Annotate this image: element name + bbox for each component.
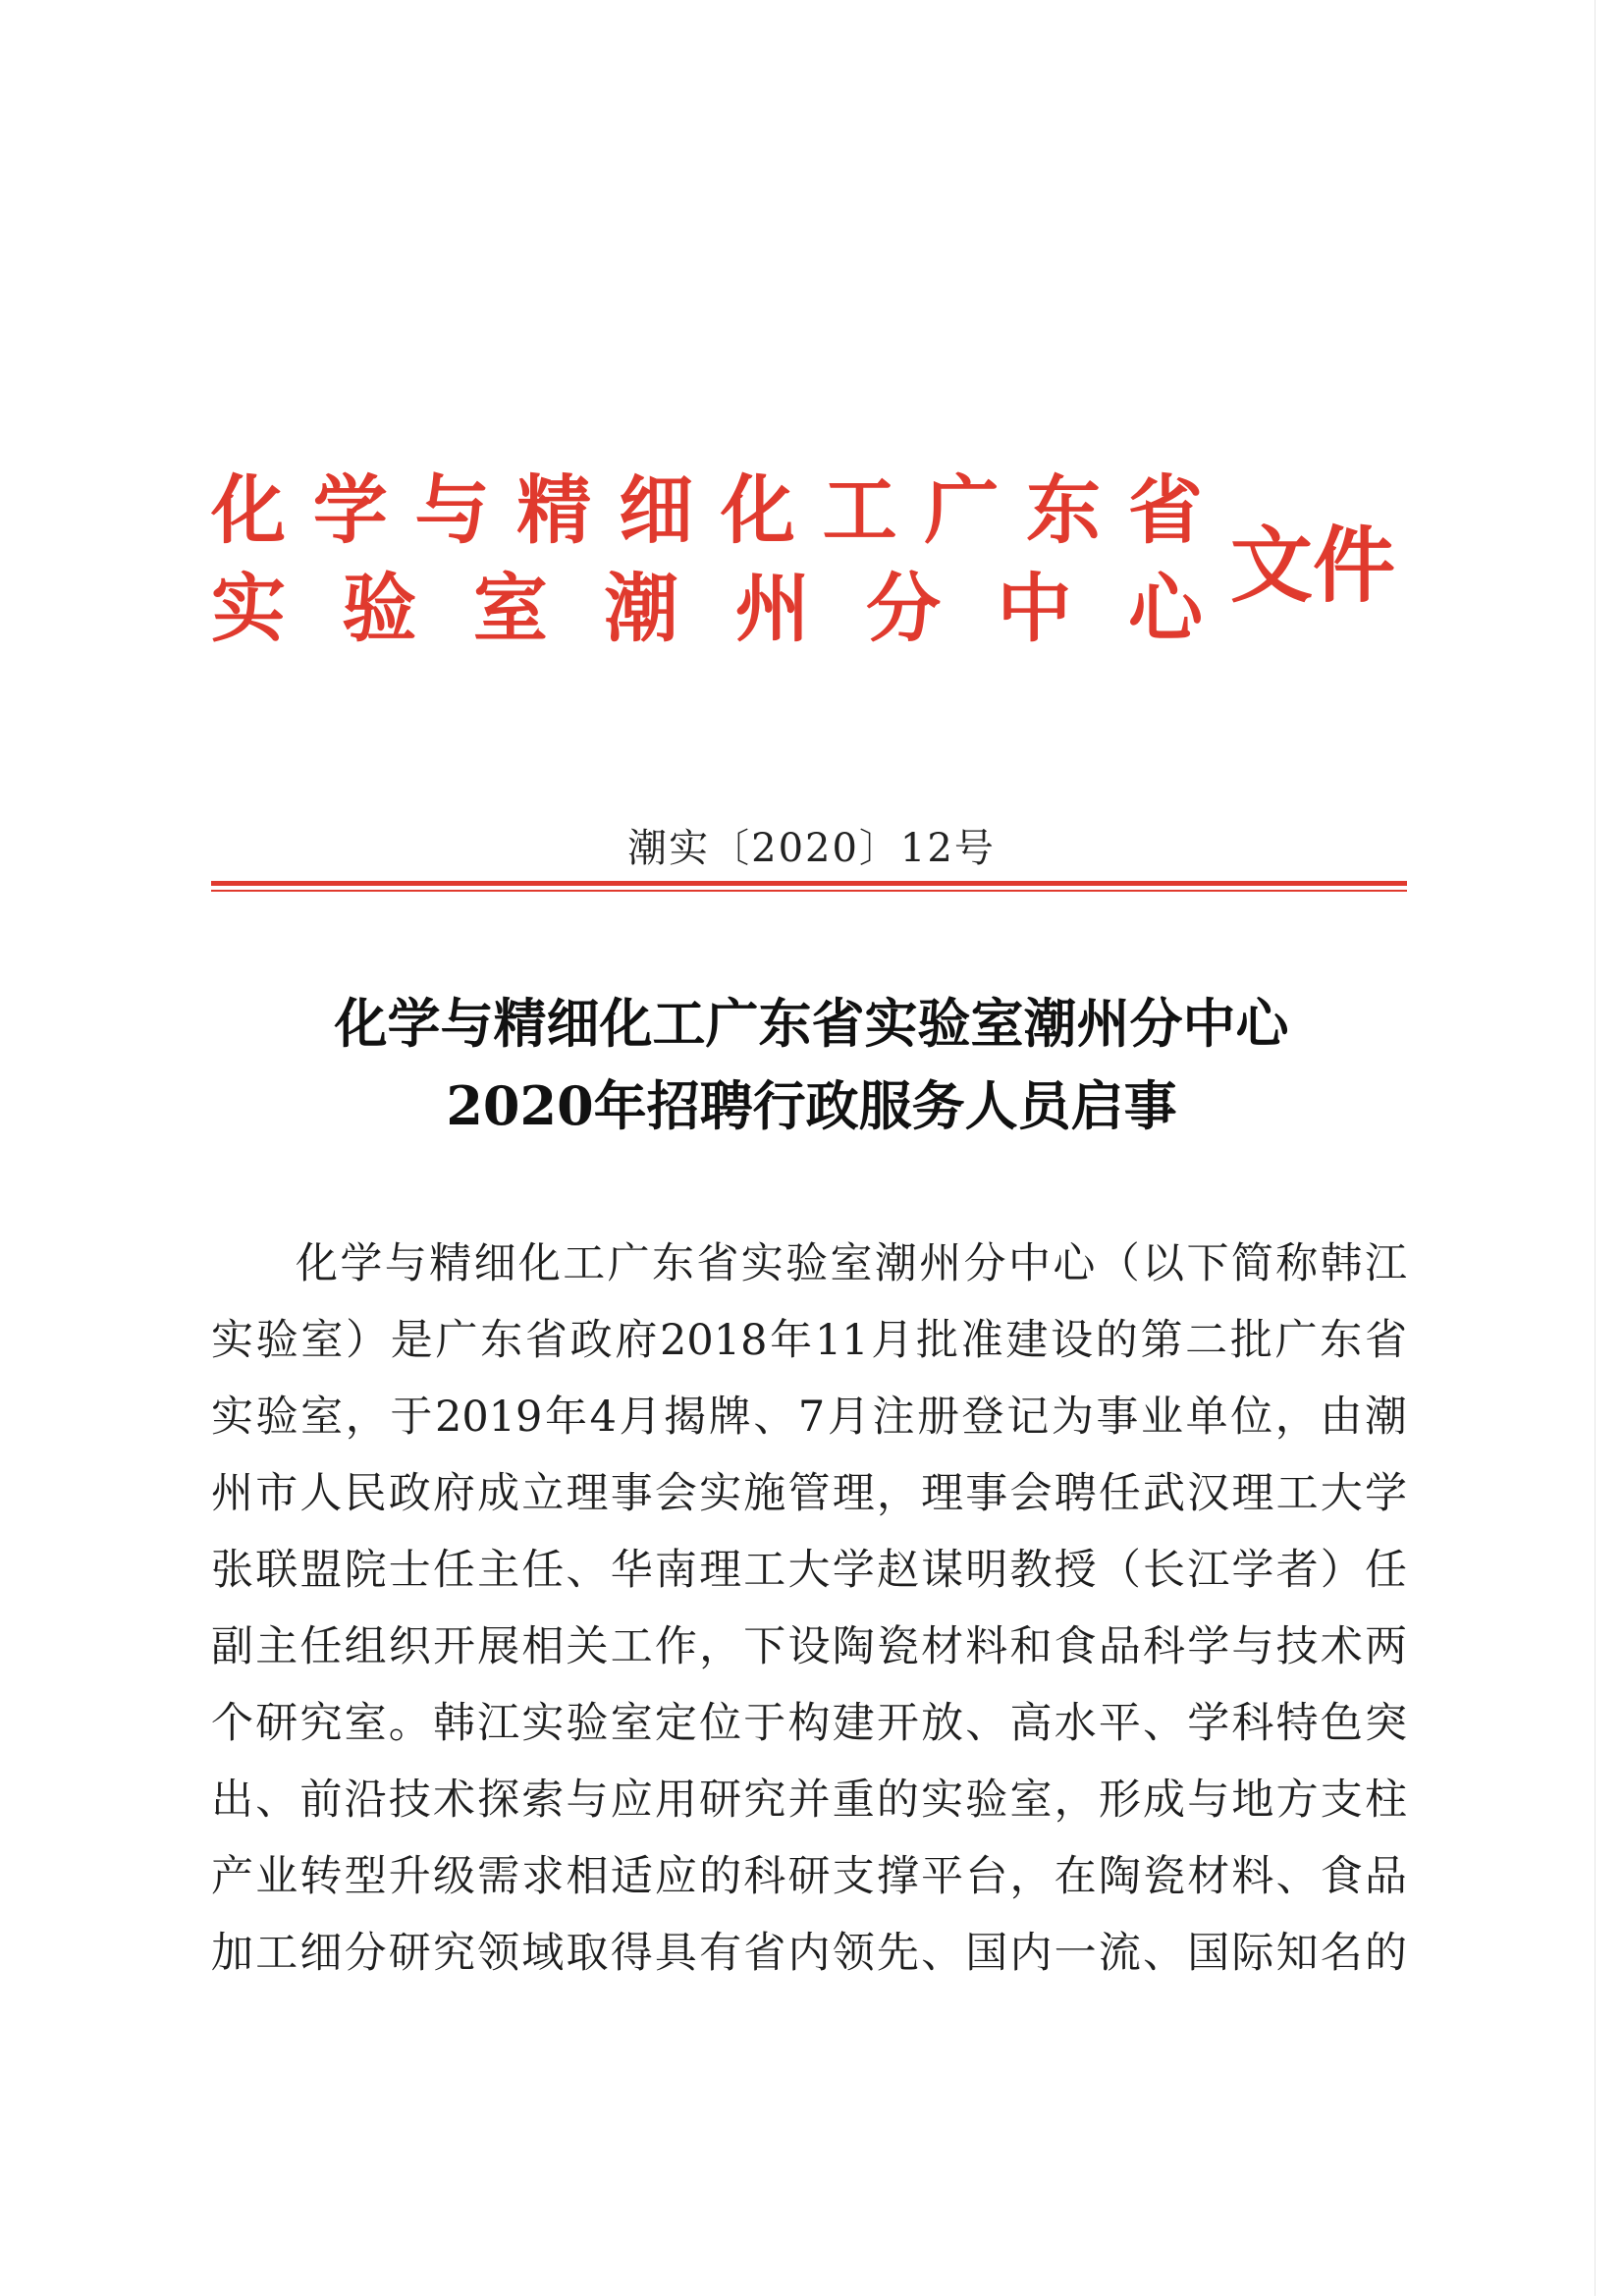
header-char: 工 (822, 466, 897, 554)
header-char: 心 (1127, 565, 1203, 652)
page-edge-line (1595, 0, 1596, 2296)
title-line-1: 化学与精细化工广东省实验室潮州分中心 (334, 992, 1289, 1055)
body-line: 实验室）是广东省政府2018年11月批准建设的第二批广东省 (211, 1316, 1407, 1365)
header-char: 室 (472, 565, 548, 652)
red-divider (211, 881, 1407, 886)
header-char: 化 (720, 466, 795, 554)
header-suffix: 文件 (1230, 518, 1396, 614)
notice-title (0, 982, 1623, 1147)
header-char: 精 (516, 466, 592, 554)
document-number: 潮实〔2020〕12号 (627, 826, 996, 871)
body-line: 加工细分研究领域取得具有省内领先、国内一流、国际知名的 (211, 1929, 1407, 1978)
header-char: 州 (734, 565, 810, 652)
body-line: 州市人民政府成立理事会实施管理，理事会聘任武汉理工大学 (211, 1469, 1407, 1518)
header-char: 实 (211, 565, 286, 652)
header-char: 分 (866, 565, 942, 652)
header-org-line-1 (211, 462, 1203, 560)
body-line: 副主任组织开展相关工作，下设陶瓷材料和食品科学与技术两 (211, 1622, 1407, 1671)
header-char: 化 (211, 466, 286, 554)
red-divider-thin (211, 890, 1407, 892)
header-char: 与 (414, 466, 490, 554)
header-char: 省 (1127, 466, 1203, 554)
header-char: 细 (619, 466, 694, 554)
body-paragraph (211, 1226, 1407, 1992)
header-char: 中 (997, 565, 1072, 652)
header-char: 潮 (604, 565, 679, 652)
body-line: 张联盟院士任主任、华南理工大学赵谋明教授（长江学者）任 (211, 1546, 1407, 1595)
body-line: 个研究室。韩江实验室定位于构建开放、高水平、学科特色突 (211, 1699, 1407, 1748)
body-line: 化学与精细化工广东省实验室潮州分中心（以下简称韩江 (296, 1239, 1407, 1288)
body-line: 出、前沿技术探索与应用研究并重的实验室，形成与地方支柱 (211, 1776, 1407, 1825)
body-line: 产业转型升级需求相适应的科研支撑平台，在陶瓷材料、食品 (211, 1852, 1407, 1901)
title-line-2: 2020年招聘行政服务人员启事 (446, 1074, 1177, 1137)
body-line: 实验室，于2019年4月揭牌、7月注册登记为事业单位，由潮 (211, 1393, 1407, 1442)
red-header (211, 462, 1429, 678)
header-char: 广 (924, 466, 1000, 554)
header-char: 东 (1026, 466, 1102, 554)
header-org-line-2 (211, 560, 1203, 658)
header-char: 验 (342, 565, 417, 652)
header-char: 学 (312, 466, 388, 554)
